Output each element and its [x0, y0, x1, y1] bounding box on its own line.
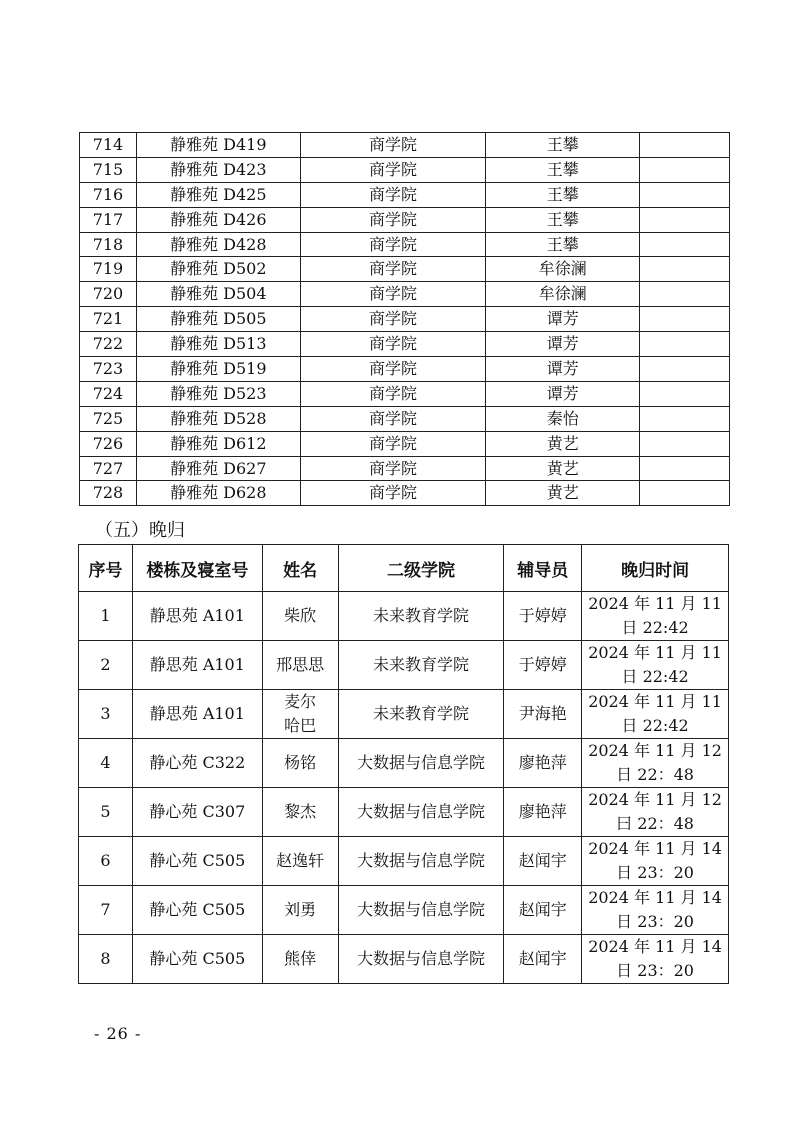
- cell-time: [582, 935, 729, 984]
- cell-no: 721: [80, 307, 137, 332]
- cell-time: [582, 739, 729, 788]
- cell-time: [582, 690, 729, 739]
- cell-name: 杨铭: [262, 739, 338, 788]
- cell-college: 商学院: [300, 257, 486, 282]
- table-row: [80, 332, 730, 357]
- table-row: [80, 456, 730, 481]
- table-row: [80, 282, 730, 307]
- time-line-1: 2024 年 11 月 14: [588, 937, 722, 956]
- cell-time: [582, 886, 729, 935]
- cell-college: 商学院: [300, 307, 486, 332]
- cell-name: 熊倖: [262, 935, 338, 984]
- cell-room: 静雅苑 D426: [136, 207, 300, 232]
- cell-counselor: 黄艺: [486, 431, 640, 456]
- table-row: [80, 157, 730, 182]
- cell-counselor: 尹海艳: [504, 690, 582, 739]
- cell-name: 赵逸轩: [262, 837, 338, 886]
- header-room: 楼栋及寝室号: [132, 545, 262, 592]
- cell-college: 商学院: [300, 182, 486, 207]
- cell-counselor: 秦怡: [486, 406, 640, 431]
- late-table-header-row: [79, 545, 729, 592]
- cell-extra: [640, 456, 730, 481]
- time-line-2: 日 22:42: [621, 667, 689, 686]
- cell-no: 715: [80, 157, 137, 182]
- cell-counselor: 谭芳: [486, 381, 640, 406]
- time-line-1: 2024 年 11 月 11: [588, 692, 722, 711]
- cell-counselor: 赵闻宇: [504, 837, 582, 886]
- cell-room: 静思苑 A101: [132, 592, 262, 641]
- cell-no: 1: [79, 592, 133, 641]
- cell-no: 718: [80, 232, 137, 257]
- cell-room: 静雅苑 D628: [136, 481, 300, 506]
- cell-counselor: 谭芳: [486, 357, 640, 382]
- time-line-1: 2024 年 11 月 14: [588, 839, 722, 858]
- cell-extra: [640, 207, 730, 232]
- cell-extra: [640, 182, 730, 207]
- table-row: [79, 935, 729, 984]
- cell-counselor: 谭芳: [486, 332, 640, 357]
- table-row: [79, 837, 729, 886]
- cell-no: 724: [80, 381, 137, 406]
- cell-no: 4: [79, 739, 133, 788]
- cell-college: 商学院: [300, 157, 486, 182]
- table-row: [80, 207, 730, 232]
- cell-extra: [640, 307, 730, 332]
- cell-extra: [640, 282, 730, 307]
- table-row: [79, 690, 729, 739]
- cell-counselor: 王攀: [486, 207, 640, 232]
- time-line-1: 2024 年 11 月 11: [588, 594, 722, 613]
- cell-college: 商学院: [300, 456, 486, 481]
- cell-room: 静雅苑 D505: [136, 307, 300, 332]
- cell-extra: [640, 332, 730, 357]
- table-row: [80, 406, 730, 431]
- cell-college: 未来教育学院: [338, 592, 504, 641]
- cell-name: 柴欣: [262, 592, 338, 641]
- table-row: [80, 381, 730, 406]
- cell-college: 大数据与信息学院: [338, 837, 504, 886]
- cell-room: 静雅苑 D504: [136, 282, 300, 307]
- cell-college: 商学院: [300, 481, 486, 506]
- cell-counselor: 于婷婷: [504, 592, 582, 641]
- cell-college: 商学院: [300, 207, 486, 232]
- time-line-1: 2024 年 11 月 14: [588, 888, 722, 907]
- cell-counselor: 谭芳: [486, 307, 640, 332]
- cell-room: 静心苑 C322: [132, 739, 262, 788]
- cell-no: 2: [79, 641, 133, 690]
- header-time: 晚归时间: [582, 545, 729, 592]
- cell-no: 728: [80, 481, 137, 506]
- cell-counselor: 王攀: [486, 182, 640, 207]
- cell-room: 静雅苑 D528: [136, 406, 300, 431]
- cell-no: 727: [80, 456, 137, 481]
- cell-counselor: 王攀: [486, 157, 640, 182]
- cell-no: 726: [80, 431, 137, 456]
- table-row: [80, 481, 730, 506]
- time-line-2: 日 23：20: [616, 912, 694, 931]
- late-return-table: [78, 544, 729, 984]
- cell-room: 静雅苑 D513: [136, 332, 300, 357]
- header-college: 二级学院: [338, 545, 504, 592]
- cell-room: 静雅苑 D612: [136, 431, 300, 456]
- cell-counselor: 廖艳萍: [504, 739, 582, 788]
- cell-college: 大数据与信息学院: [338, 935, 504, 984]
- cell-counselor: 王攀: [486, 232, 640, 257]
- table-row: [80, 307, 730, 332]
- table-row: [80, 257, 730, 282]
- cell-counselor: 于婷婷: [504, 641, 582, 690]
- cell-college: 未来教育学院: [338, 690, 504, 739]
- cell-college: 商学院: [300, 282, 486, 307]
- cell-no: 5: [79, 788, 133, 837]
- section-title: （五）晚归: [95, 520, 185, 541]
- cell-room: 静心苑 C505: [132, 837, 262, 886]
- cell-no: 3: [79, 690, 133, 739]
- cell-counselor: 廖艳萍: [504, 788, 582, 837]
- time-line-2: 日 22：48: [616, 765, 694, 784]
- table-row: [79, 886, 729, 935]
- cell-counselor: 王攀: [486, 133, 640, 158]
- table-row: [80, 182, 730, 207]
- cell-room: 静雅苑 D428: [136, 232, 300, 257]
- cell-room: 静思苑 A101: [132, 690, 262, 739]
- time-line-1: 2024 年 11 月 12: [588, 741, 722, 760]
- cell-room: 静心苑 C307: [132, 788, 262, 837]
- cell-name: 刘勇: [262, 886, 338, 935]
- header-no: 序号: [79, 545, 133, 592]
- cell-room: 静雅苑 D502: [136, 257, 300, 282]
- cell-no: 717: [80, 207, 137, 232]
- time-line-2: 日 22:42: [621, 618, 689, 637]
- time-line-2: 日 23：20: [616, 863, 694, 882]
- cell-no: 723: [80, 357, 137, 382]
- cell-college: 大数据与信息学院: [338, 886, 504, 935]
- cell-counselor: 黄艺: [486, 456, 640, 481]
- cell-name: 邢思思: [262, 641, 338, 690]
- cell-extra: [640, 157, 730, 182]
- cell-extra: [640, 481, 730, 506]
- cell-room: 静雅苑 D519: [136, 357, 300, 382]
- cell-college: 大数据与信息学院: [338, 788, 504, 837]
- table-row: [80, 357, 730, 382]
- cell-room: 静思苑 A101: [132, 641, 262, 690]
- cell-extra: [640, 133, 730, 158]
- header-counselor: 辅导员: [504, 545, 582, 592]
- cell-college: 未来教育学院: [338, 641, 504, 690]
- table-row: [80, 232, 730, 257]
- cell-room: 静雅苑 D419: [136, 133, 300, 158]
- cell-college: 商学院: [300, 381, 486, 406]
- cell-time: [582, 592, 729, 641]
- cell-room: 静心苑 C505: [132, 886, 262, 935]
- cell-extra: [640, 357, 730, 382]
- cell-room: 静心苑 C505: [132, 935, 262, 984]
- cell-extra: [640, 406, 730, 431]
- cell-time: [582, 837, 729, 886]
- table-row: [79, 739, 729, 788]
- late-table-body: [79, 592, 729, 984]
- cell-time: [582, 641, 729, 690]
- cell-extra: [640, 381, 730, 406]
- cell-counselor: 牟徐澜: [486, 282, 640, 307]
- time-line-2: 日 22:42: [621, 716, 689, 735]
- cell-room: 静雅苑 D425: [136, 182, 300, 207]
- cell-college: 商学院: [300, 232, 486, 257]
- cell-no: 725: [80, 406, 137, 431]
- cell-room: 静雅苑 D523: [136, 381, 300, 406]
- dormitory-table: [79, 132, 730, 506]
- cell-counselor: 黄艺: [486, 481, 640, 506]
- table-row: [80, 133, 730, 158]
- cell-counselor: 赵闻宇: [504, 935, 582, 984]
- header-name: 姓名: [262, 545, 338, 592]
- cell-no: 6: [79, 837, 133, 886]
- cell-room: 静雅苑 D627: [136, 456, 300, 481]
- cell-college: 商学院: [300, 406, 486, 431]
- table-row: [80, 431, 730, 456]
- cell-no: 719: [80, 257, 137, 282]
- cell-no: 7: [79, 886, 133, 935]
- time-line-2: 曰 22：48: [616, 814, 694, 833]
- cell-counselor: 赵闻宇: [504, 886, 582, 935]
- cell-no: 722: [80, 332, 137, 357]
- table-row: [79, 788, 729, 837]
- time-line-2: 日 23：20: [616, 961, 694, 980]
- cell-college: 商学院: [300, 332, 486, 357]
- cell-name: 黎杰: [262, 788, 338, 837]
- cell-extra: [640, 232, 730, 257]
- dormitory-table-body: [80, 133, 730, 506]
- cell-college: 大数据与信息学院: [338, 739, 504, 788]
- table-row: [79, 641, 729, 690]
- cell-room: 静雅苑 D423: [136, 157, 300, 182]
- cell-college: 商学院: [300, 133, 486, 158]
- cell-no: 8: [79, 935, 133, 984]
- cell-no: 720: [80, 282, 137, 307]
- page-number: - 26 -: [94, 1024, 142, 1043]
- time-line-1: 2024 年 11 月 12: [588, 790, 722, 809]
- cell-extra: [640, 257, 730, 282]
- table-row: [79, 592, 729, 641]
- cell-extra: [640, 431, 730, 456]
- time-line-1: 2024 年 11 月 11: [588, 643, 722, 662]
- cell-name: 麦尔 哈巴: [262, 690, 338, 739]
- cell-no: 714: [80, 133, 137, 158]
- cell-no: 716: [80, 182, 137, 207]
- cell-counselor: 牟徐澜: [486, 257, 640, 282]
- cell-college: 商学院: [300, 431, 486, 456]
- cell-time: [582, 788, 729, 837]
- cell-college: 商学院: [300, 357, 486, 382]
